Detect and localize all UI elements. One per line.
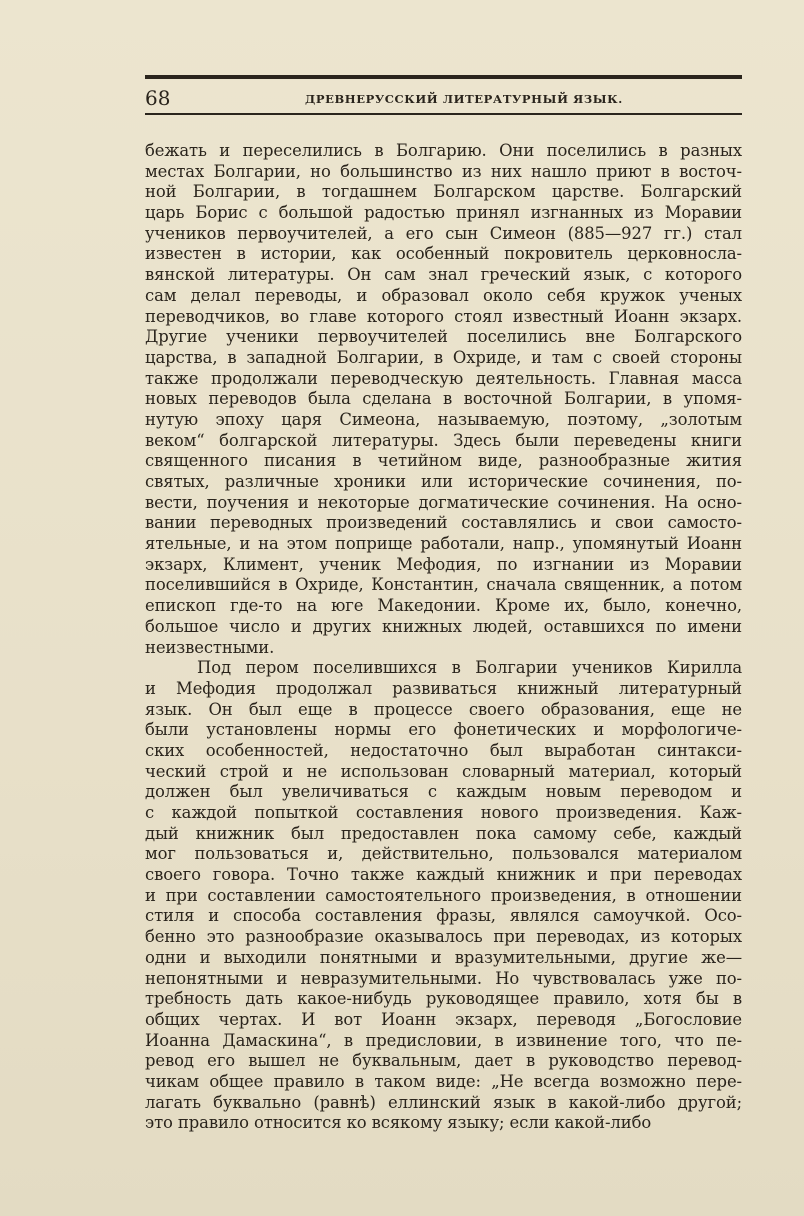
text-line: сам делал переводы, и образовал около себя кружок ученых: [145, 285, 742, 305]
text-line: общих чертах. И вот Иоанн экзарх, переводя „Богословие: [145, 1009, 742, 1029]
text-line: новых переводов была сделана в восточной Болгарии, в упомя-: [145, 389, 742, 409]
text-line: это правило относится ко всякому языку; если какой-либо: [145, 1113, 652, 1133]
text-line: чикам общее правило в таком виде: „Не всегда возможно пере-: [145, 1071, 742, 1091]
text-line: ских особенностей, недостаточно был выработан синтакси-: [145, 740, 742, 760]
text-line: учеников первоучителей, а его сын Симеон (885—927 гг.) стал: [145, 223, 742, 243]
text-line: и при составлении самостоятельного произведения, в отношении: [145, 885, 742, 905]
text-line: вянской литературы. Он сам знал греческий язык, с которого: [145, 265, 742, 285]
text-line: вании переводных произведений составлялись и свои самосто-: [145, 513, 742, 533]
text-line: язык. Он был еще в процессе своего образования, еще не: [145, 699, 742, 719]
text-line: нутую эпоху царя Симеона, называемую, поэтому, „золотым: [145, 409, 742, 429]
running-title: ДРЕВНЕРУССКИЙ ЛИТЕРАТУРНЫЙ ЯЗЫК.: [305, 92, 623, 106]
text-line: царства, в западной Болгарии, в Охриде, и там с своей стороны: [145, 347, 742, 367]
text-line: требность дать какое-нибудь руководящее правило, хотя бы в: [145, 989, 742, 1009]
text-line: экзарх, Климент, ученик Мефодия, по изгнании из Моравии: [145, 554, 742, 574]
text-line: большое число и других книжных людей, оставшихся по имени: [145, 616, 742, 636]
header-bottom-rule: [145, 113, 742, 115]
text-line: священного писания в четийном виде, разнообразные жития: [145, 451, 742, 471]
text-line: веком“ болгарской литературы. Здесь были переведены книги: [145, 430, 742, 450]
body-text: [145, 141, 742, 1134]
text-line: ческий строй и не использован словарный материал, который: [145, 761, 742, 781]
text-line: вести, поучения и некоторые догматические сочинения. На осно-: [145, 492, 742, 512]
text-line: непонятными и невразумительными. Но чувствовалась уже по-: [145, 968, 742, 988]
text-line: были установлены нормы его фонетических и морфологиче-: [145, 720, 742, 740]
text-line: также продолжали переводческую деятельность. Главная масса: [145, 368, 742, 388]
text-line: стиля и способа составления фразы, являлся самоучкой. Осо-: [145, 906, 742, 926]
text-line: известен в истории, как особенный покровитель церковносла-: [145, 244, 742, 264]
text-line: ятельные, и на этом поприще работали, напр., упомянутый Иоанн: [145, 534, 742, 554]
text-line: бенно это разнообразие оказывалось при переводах, из которых: [145, 927, 742, 947]
text-line: местах Болгарии, но большинство из них нашло приют в восточ-: [145, 161, 742, 181]
text-line: бежать и переселились в Болгарию. Они поселились в разных: [145, 141, 742, 160]
text-line: одни и выходили понятными и вразумительными, другие же—: [145, 947, 742, 967]
text-line: лагать буквально (равнѣ) еллинский язык в какой-либо другой;: [145, 1092, 742, 1112]
text-line: ревод его вышел не буквальным, дает в руководство перевод-: [145, 1051, 742, 1071]
text-line: с каждой попыткой составления нового произведения. Каж-: [145, 803, 742, 822]
text-line: поселившийся в Охриде, Константин, сначала священник, а потом: [145, 575, 742, 595]
text-line: Иоанна Дамаскина“, в предисловии, в извинение того, что пе-: [145, 1030, 742, 1050]
text-line: переводчиков, во главе которого стоял известный Иоанн экзарх.: [145, 306, 742, 326]
text-line: царь Борис с большой радостью принял изгнанных из Моравии: [145, 203, 742, 223]
text-line: святых, различные хроники или исторические сочинения, по-: [145, 472, 742, 491]
page-header: [145, 86, 742, 112]
text-line: дый книжник был предоставлен пока самому себе, каждый: [145, 823, 742, 843]
text-line: и Мефодия продолжал развиваться книжный литературный: [145, 678, 742, 698]
text-line: ной Болгарии, в тогдашнем Болгарском царстве. Болгарский: [145, 182, 742, 202]
text-line: Под пером поселившихся в Болгарии учеников Кирилла: [197, 658, 742, 678]
page-number: 68: [145, 86, 171, 110]
header-top-rule: [145, 75, 742, 79]
text-line: мог пользоваться и, действительно, пользовался материалом: [145, 844, 742, 864]
text-line: неизвестными.: [145, 637, 275, 657]
text-line: епископ где-то на юге Македонии. Кроме их, было, конечно,: [145, 596, 742, 616]
text-line: должен был увеличиваться с каждым новым переводом и: [145, 782, 742, 802]
text-line: своего говора. Точно также каждый книжник и при переводах: [145, 865, 742, 885]
text-line: Другие ученики первоучителей поселились вне Болгарского: [145, 327, 742, 347]
